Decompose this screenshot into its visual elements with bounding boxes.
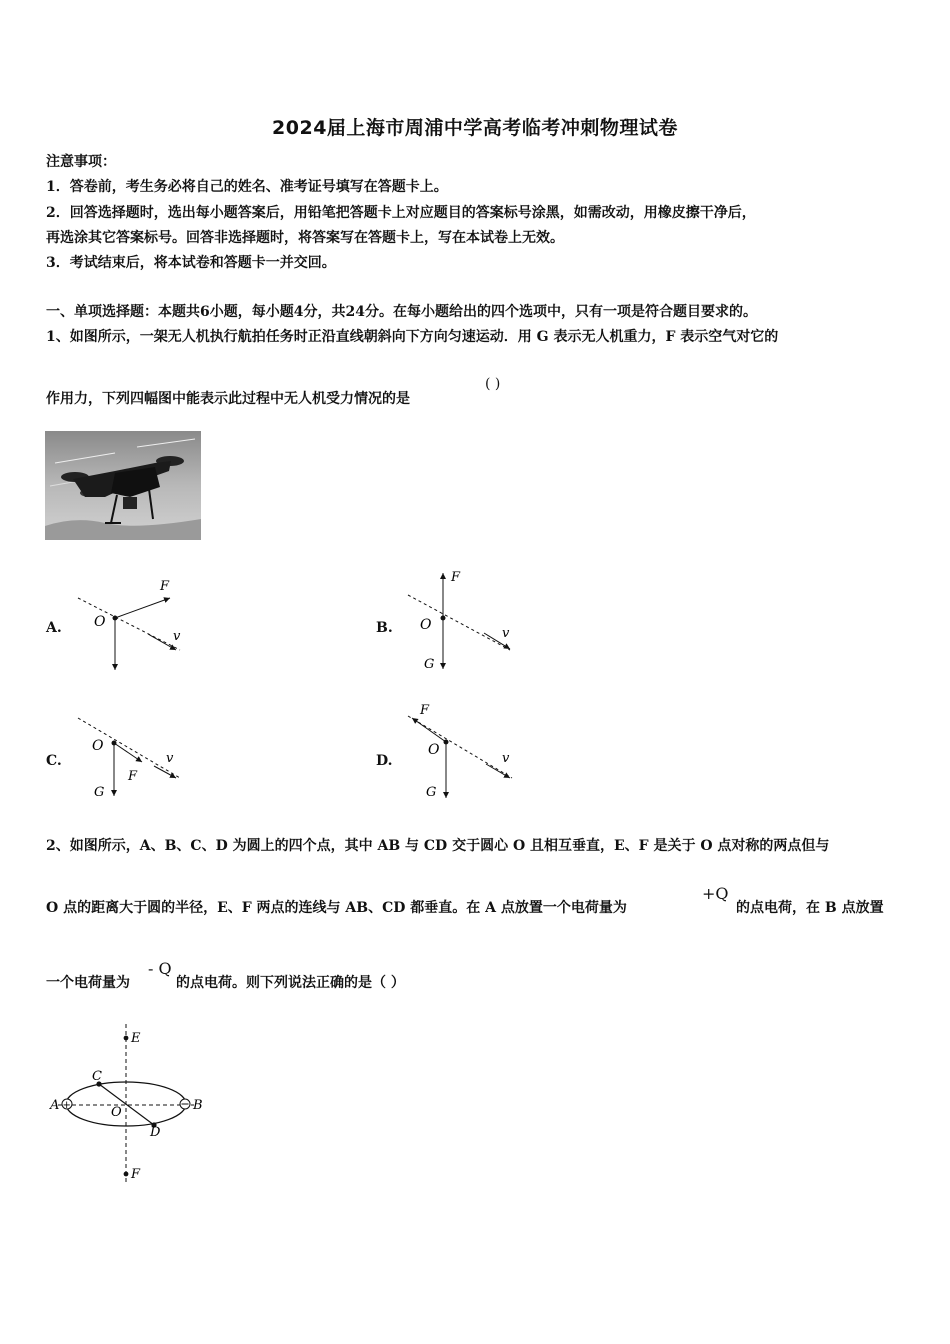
label-d: D [150, 1125, 161, 1140]
label-f: F [131, 1167, 141, 1182]
option-a-label[interactable]: A. [46, 620, 62, 636]
label-f: F [451, 570, 461, 585]
option-d-label[interactable]: D. [376, 753, 393, 769]
question-2-text: 一个电荷量为 [46, 975, 130, 991]
notice-item: 2．回答选择题时，选出每小题答案后，用铅笔把答题卡上对应题目的答案标号涂黑，如需改动，用橡皮擦干净后， [46, 205, 756, 221]
answer-paren: ( ) [485, 376, 501, 392]
label-v: v [502, 751, 510, 766]
page-title: 2024届上海市周浦中学高考临考冲刺物理试卷 [272, 117, 678, 139]
svg-text:+: + [62, 1100, 71, 1111]
label-o: O [92, 738, 104, 754]
section-heading: 一、单项选择题：本题共6小题，每小题4分，共24分。在每小题给出的四个选项中，只有一项是符合题目要求的。 [46, 304, 757, 320]
notice-item: 再选涂其它答案标号。回答非选择题时，将答案写在答题卡上，写在本试卷上无效。 [46, 230, 564, 246]
label-v: v [166, 751, 174, 766]
label-g: G [94, 785, 105, 800]
label-v: v [173, 629, 181, 644]
question-2-text: O 点的距离大于圆的半径，E、F 两点的连线与 AB、CD 都垂直。在 A 点放置一个电荷量为 [46, 900, 627, 916]
label-e: E [131, 1031, 141, 1046]
question-2-text: 2、如图所示，A、B、C、D 为圆上的四个点，其中 AB 与 CD 交于圆心 O 且相互垂直，E、F 是关于 O 点对称的两点但与 [46, 838, 830, 854]
option-b-diagram [400, 565, 530, 680]
option-d-diagram [400, 698, 530, 808]
question-1-text: 1、如图所示，一架无人机执行航拍任务时正沿直线朝斜向下方向匀速运动．用 G 表示无人机重力，F 表示空气对它的 [46, 329, 779, 345]
label-f: F [420, 703, 430, 718]
label-o: O [420, 617, 432, 633]
option-c-label[interactable]: C. [46, 753, 62, 769]
option-c-diagram [70, 710, 190, 805]
option-a-diagram [70, 570, 190, 680]
label-g: G [426, 785, 437, 800]
label-f: F [160, 579, 170, 594]
charge-negative: - Q [148, 959, 172, 978]
notice-item: 1．答卷前，考生务必将自己的姓名、准考证号填写在答题卡上。 [46, 179, 448, 195]
label-f: F [128, 769, 138, 784]
label-a: A [50, 1098, 60, 1113]
question-2-text: 的点电荷，在 B 点放置 [736, 900, 884, 916]
question-1-text: 作用力，下列四幅图中能表示此过程中无人机受力情况的是 [46, 391, 410, 407]
notice-item: 3．考试结束后，将本试卷和答题卡一并交回。 [46, 255, 336, 271]
label-g: G [424, 657, 435, 672]
option-b-label[interactable]: B. [376, 620, 393, 636]
label-c: C [92, 1069, 102, 1084]
label-b: B [193, 1098, 203, 1113]
charge-positive: +Q [702, 884, 729, 903]
label-o: O [428, 742, 440, 758]
circle-diagram [44, 1020, 224, 1190]
label-v: v [502, 626, 510, 641]
notice-heading: 注意事项： [46, 154, 116, 170]
drone-photo [45, 431, 201, 540]
label-o: O [111, 1105, 122, 1120]
question-2-text: 的点电荷。则下列说法正确的是（ ） [176, 975, 405, 991]
label-o: O [94, 614, 106, 630]
